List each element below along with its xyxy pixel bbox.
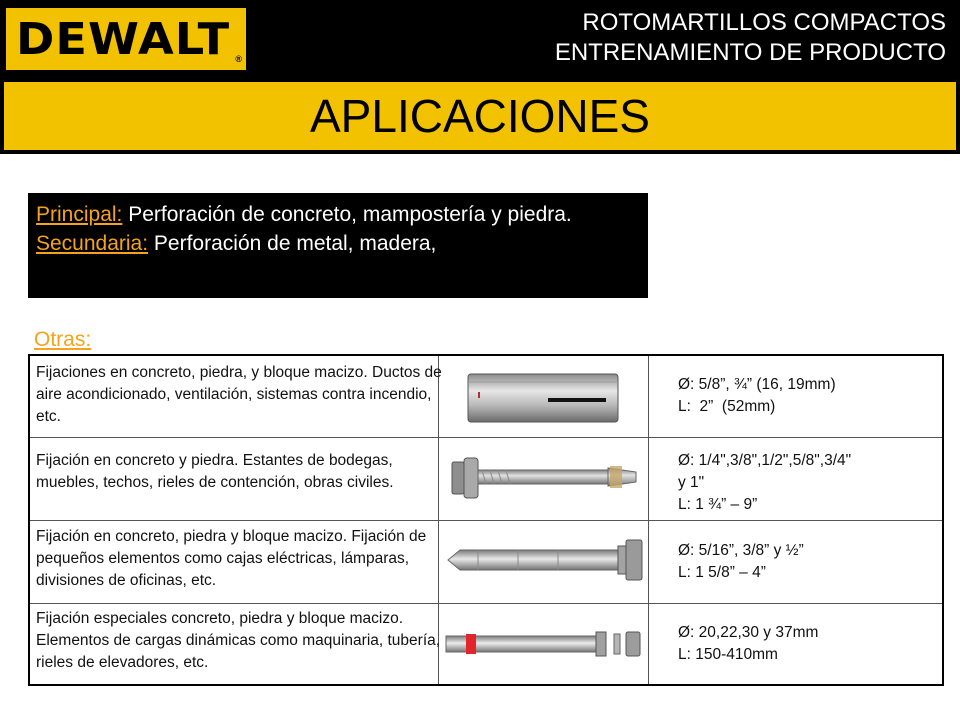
- row-2-length: L: 1 ¾” – 9”: [678, 496, 758, 513]
- registered-mark: ®: [235, 54, 242, 64]
- row-4-diameter: Ø: 20,22,30 y 37mm: [678, 624, 819, 641]
- row-4-length: L: 150-410mm: [678, 646, 778, 663]
- dewalt-logo: [4, 6, 248, 72]
- row-1-length: L: 2” (52mm): [678, 398, 776, 415]
- row-1-diameter: Ø: 5/8”, ¾” (16, 19mm): [678, 376, 836, 393]
- heavy-duty-anchor-icon: [438, 614, 648, 674]
- row-3-diameter: Ø: 5/16”, 3/8” y ½”: [678, 542, 804, 559]
- row-divider: [30, 437, 942, 438]
- principal-text: Perforación de concreto, mampostería y piedra.: [122, 203, 572, 226]
- row-2-description: Fijación en concreto y piedra. Estantes de bodegas, muebles, techos, rieles de contención, obras civiles.: [36, 452, 394, 491]
- principal-label: Principal:: [36, 203, 123, 226]
- row-divider: [30, 603, 942, 604]
- wedge-anchor-bolt-icon: [438, 446, 648, 506]
- applications-summary: [28, 193, 648, 298]
- header-line-1: ROTOMARTILLOS COMPACTOS: [582, 9, 946, 36]
- header-line-2: ENTRENAMIENTO DE PRODUCTO: [554, 39, 946, 66]
- anchors-table: [28, 354, 944, 686]
- row-3-spec: [678, 540, 940, 584]
- row-4-description: Fijación especiales concreto, piedra y bloque macizo. Elementos de cargas dinámicas como maquinaria, tubería, rieles de elevadores, etc.: [36, 610, 441, 671]
- logo-wordmark: DEWALT: [16, 14, 231, 65]
- row-divider: [30, 520, 942, 521]
- header-title: [555, 8, 946, 68]
- row-2-diameter-cont: y 1": [678, 474, 705, 491]
- drop-in-anchor-icon: [438, 360, 648, 434]
- row-3-description: Fijación en concreto, piedra y bloque macizo. Fijación de pequeños elementos como cajas eléctricas, lámparas, divisiones de oficinas, etc.: [36, 528, 427, 589]
- row-1-description: Fijaciones en concreto, piedra, y bloque macizo. Ductos de aire acondicionado, ventilación, sistemas contra incendio, etc.: [36, 364, 442, 425]
- section-title: APLICACIONES: [310, 90, 650, 142]
- row-1-spec: [678, 374, 940, 418]
- secundaria-text: Perforación de metal, madera,: [148, 232, 437, 255]
- row-2-spec: [678, 450, 940, 516]
- otras-label: Otras:: [34, 328, 92, 351]
- secundaria-label: Secundaria:: [36, 232, 149, 255]
- row-3-length: L: 1 5/8” – 4”: [678, 564, 766, 581]
- row-2-diameter: Ø: 1/4",3/8",1/2",5/8",3/4": [678, 452, 852, 469]
- sleeve-anchor-icon: [438, 530, 648, 590]
- row-4-spec: [678, 622, 940, 666]
